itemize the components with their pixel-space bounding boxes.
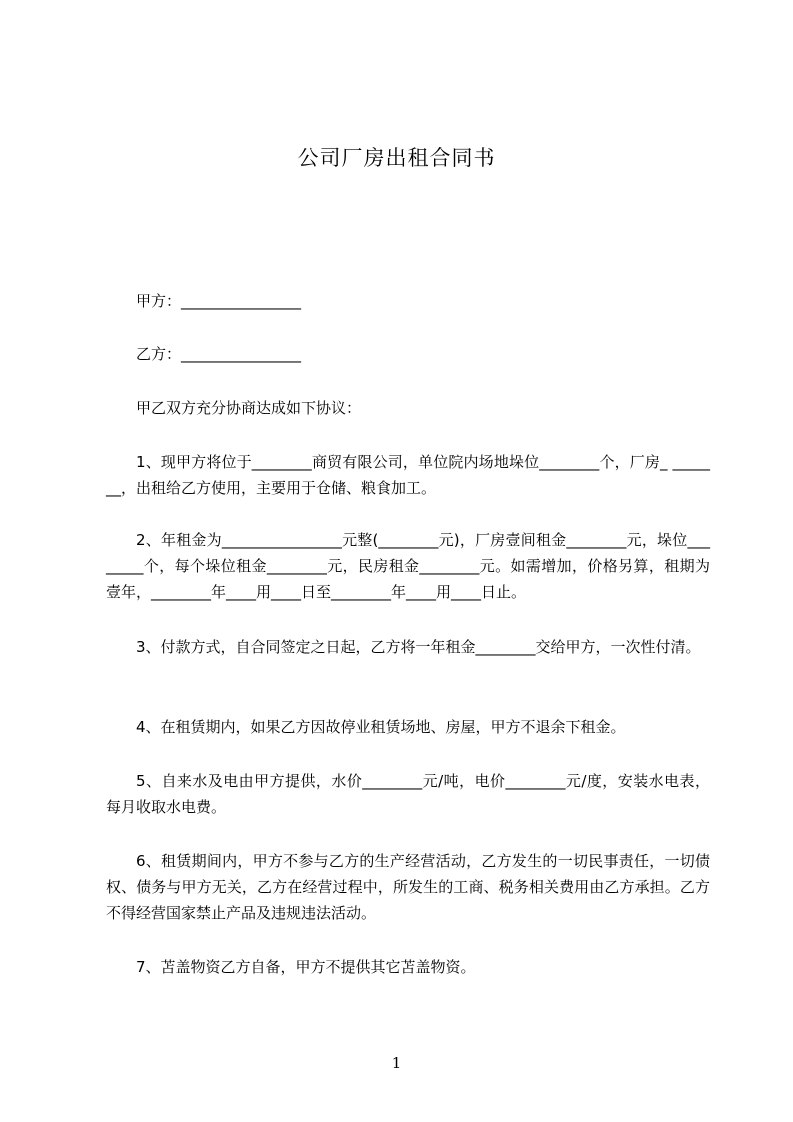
clause-6: 6、租赁期间内，甲方不参与乙方的生产经营活动，乙方发生的一切民事责任，一切债权、债务与甲方无关，乙方在经营过程中，所发生的工商、税务相关费用由乙方承担。乙方不得经营国家禁止产品及违规违法活动。	[106, 852, 710, 922]
clause-5: 5、自来水及电由甲方提供，水价________元/吨，电价________元/度，安装水电表，每月收取水电费。	[106, 772, 710, 816]
page-number: 1	[391, 1054, 402, 1072]
clause-1: 1、现甲方将位于________商贸有限公司，单位院内场地垛位________个，厂房_ _______，出租给乙方使用，主要用于仓储、粮食加工。	[106, 453, 710, 497]
party-b-line: 乙方：________________	[136, 345, 302, 363]
clause-7: 7、苫盖物资乙方自备，甲方不提供其它苫盖物资。	[136, 958, 476, 976]
intro-line: 甲乙双方充分协商达成如下协议：	[136, 399, 362, 417]
document-title: 公司厂房出租合同书	[297, 146, 496, 170]
clause-3: 3、付款方式，自合同签定之日起，乙方将一年租金________交给甲方，一次性付清。	[136, 638, 701, 656]
clause-4: 4、在租赁期内，如果乙方因故停业租赁场地、房屋，甲方不退余下租金。	[136, 718, 626, 736]
party-a-line: 甲方：________________	[136, 292, 302, 310]
clause-2: 2、年租金为________________元整(________元)，厂房壹间租金________元，垛位________个，每个垛位租金________元，民房租金________元。如需增加，价格另算，租期为壹年，________年____用____日至________年____用____日止。	[106, 531, 710, 601]
